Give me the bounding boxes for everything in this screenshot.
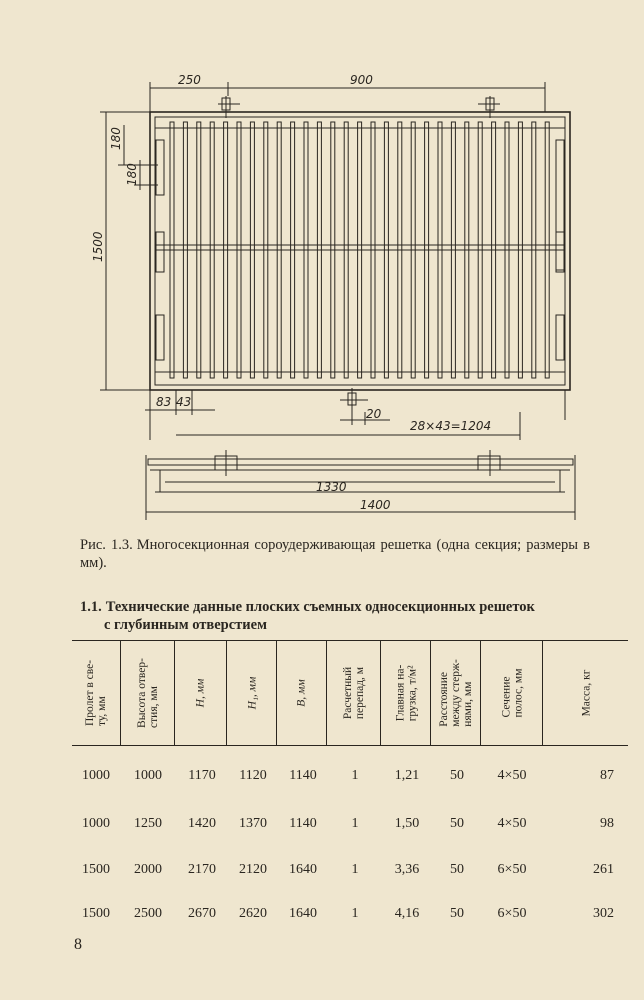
column-separator <box>226 640 227 745</box>
cell: 4,16 <box>394 906 420 921</box>
table-row <box>72 906 628 926</box>
top-bolt-left <box>218 96 240 118</box>
header-span-label: Пролет в све- ту, мм <box>84 659 109 727</box>
grating-frame <box>150 112 570 390</box>
column-separator <box>542 640 543 745</box>
table-title-line1: Технические данные плоских съемных односекционных решеток <box>105 599 535 615</box>
cell: 1250 <box>134 816 162 831</box>
cell: 1,21 <box>394 768 420 783</box>
cell: 4×50 <box>497 816 527 831</box>
cell: 2670 <box>188 906 216 921</box>
cell: 87 <box>600 768 614 783</box>
cell: 1000 <box>134 768 162 783</box>
dim-180-b: 180 <box>125 163 139 186</box>
cell: 1 <box>351 906 359 921</box>
cell: 1 <box>351 768 359 783</box>
header-bar-spacing <box>438 646 474 740</box>
table-header-rule <box>72 745 628 746</box>
top-bolt-right <box>478 96 500 118</box>
header-b <box>292 646 312 740</box>
table-title-line2: с глубинным отверстием <box>104 617 267 633</box>
cell: 1,50 <box>394 816 420 831</box>
header-h1-label: H₁, мм <box>246 676 259 710</box>
cell: 1420 <box>188 816 216 831</box>
cell: 1120 <box>239 768 267 783</box>
header-b-label: B, мм <box>296 679 309 707</box>
figure-caption-label: Рис. 1.3. <box>80 537 133 553</box>
cell: 1640 <box>289 906 317 921</box>
dim-900: 900 <box>350 73 373 87</box>
cell: 50 <box>450 768 464 783</box>
header-mass <box>576 646 596 740</box>
cell: 261 <box>593 862 614 877</box>
header-main-load <box>394 646 419 740</box>
cell: 1 <box>351 862 359 877</box>
cell: 1170 <box>188 768 216 783</box>
grating-inner-frame <box>155 117 565 385</box>
cell: 1500 <box>82 862 110 877</box>
column-separator <box>380 640 381 745</box>
bottom-bolt <box>340 388 368 412</box>
column-separator <box>480 640 481 745</box>
column-separator <box>120 640 121 745</box>
header-opening-height <box>136 646 161 740</box>
table-row <box>72 816 628 836</box>
dim-1500: 1500 <box>91 231 105 262</box>
header-strip-section <box>502 646 522 740</box>
dim-1330: 1330 <box>316 480 347 494</box>
page-number: 8 <box>74 936 82 953</box>
header-pressure-drop <box>342 646 367 740</box>
column-separator <box>276 640 277 745</box>
header-main-load-label: Главная на- грузка, т/м² <box>394 664 419 722</box>
header-mass-label: Масса, кг <box>580 669 592 717</box>
cell: 2170 <box>188 862 216 877</box>
table-top-rule <box>72 640 628 641</box>
cell: 2000 <box>134 862 162 877</box>
column-separator <box>174 640 175 745</box>
figure-caption-text: Многосекционная сороудерживающая решетка (одна секция; размеры в мм). <box>80 537 590 571</box>
header-h1 <box>242 646 262 740</box>
cell: 1140 <box>289 768 317 783</box>
dim-1204: 28×43=1204 <box>410 419 492 433</box>
cell: 1500 <box>82 906 110 921</box>
cell: 3,36 <box>394 862 420 877</box>
table-row <box>72 862 628 882</box>
figure-caption <box>80 536 590 572</box>
table-row <box>72 768 628 788</box>
cell: 50 <box>450 816 464 831</box>
header-opening-height-label: Высота отвер- стия, мм <box>136 658 161 728</box>
cell: 6×50 <box>497 862 527 877</box>
dim-1400: 1400 <box>360 498 391 512</box>
table-number: 1.1. <box>80 599 102 615</box>
cell: 1 <box>351 816 359 831</box>
header-h <box>190 646 210 740</box>
header-bar-spacing-label: Расстояние между стерж- нями, мм <box>438 659 474 727</box>
cell: 4×50 <box>497 768 527 783</box>
column-separator <box>326 640 327 745</box>
cell: 1370 <box>239 816 267 831</box>
header-strip-section-label: Сечение полос, мм <box>500 668 524 718</box>
column-separator <box>430 640 431 745</box>
cell: 2120 <box>239 862 267 877</box>
cell: 1640 <box>289 862 317 877</box>
dim-20: 20 <box>366 407 382 421</box>
cell: 2620 <box>239 906 267 921</box>
header-h-label: H, мм <box>194 678 207 708</box>
table-title <box>80 598 610 634</box>
cell: 50 <box>450 862 464 877</box>
cell: 1000 <box>82 816 110 831</box>
dim-180-a: 180 <box>109 127 123 150</box>
cell: 2500 <box>134 906 162 921</box>
dim-43: 43 <box>176 395 192 409</box>
cell: 1000 <box>82 768 110 783</box>
cell: 98 <box>600 816 614 831</box>
cell: 50 <box>450 906 464 921</box>
cell: 6×50 <box>497 906 527 921</box>
cell: 1140 <box>289 816 317 831</box>
cell: 302 <box>593 906 614 921</box>
dim-83: 83 <box>156 395 172 409</box>
dim-250: 250 <box>178 73 201 87</box>
header-span <box>84 646 109 740</box>
header-pressure-drop-label: Расчетный перепад, м <box>342 666 367 720</box>
